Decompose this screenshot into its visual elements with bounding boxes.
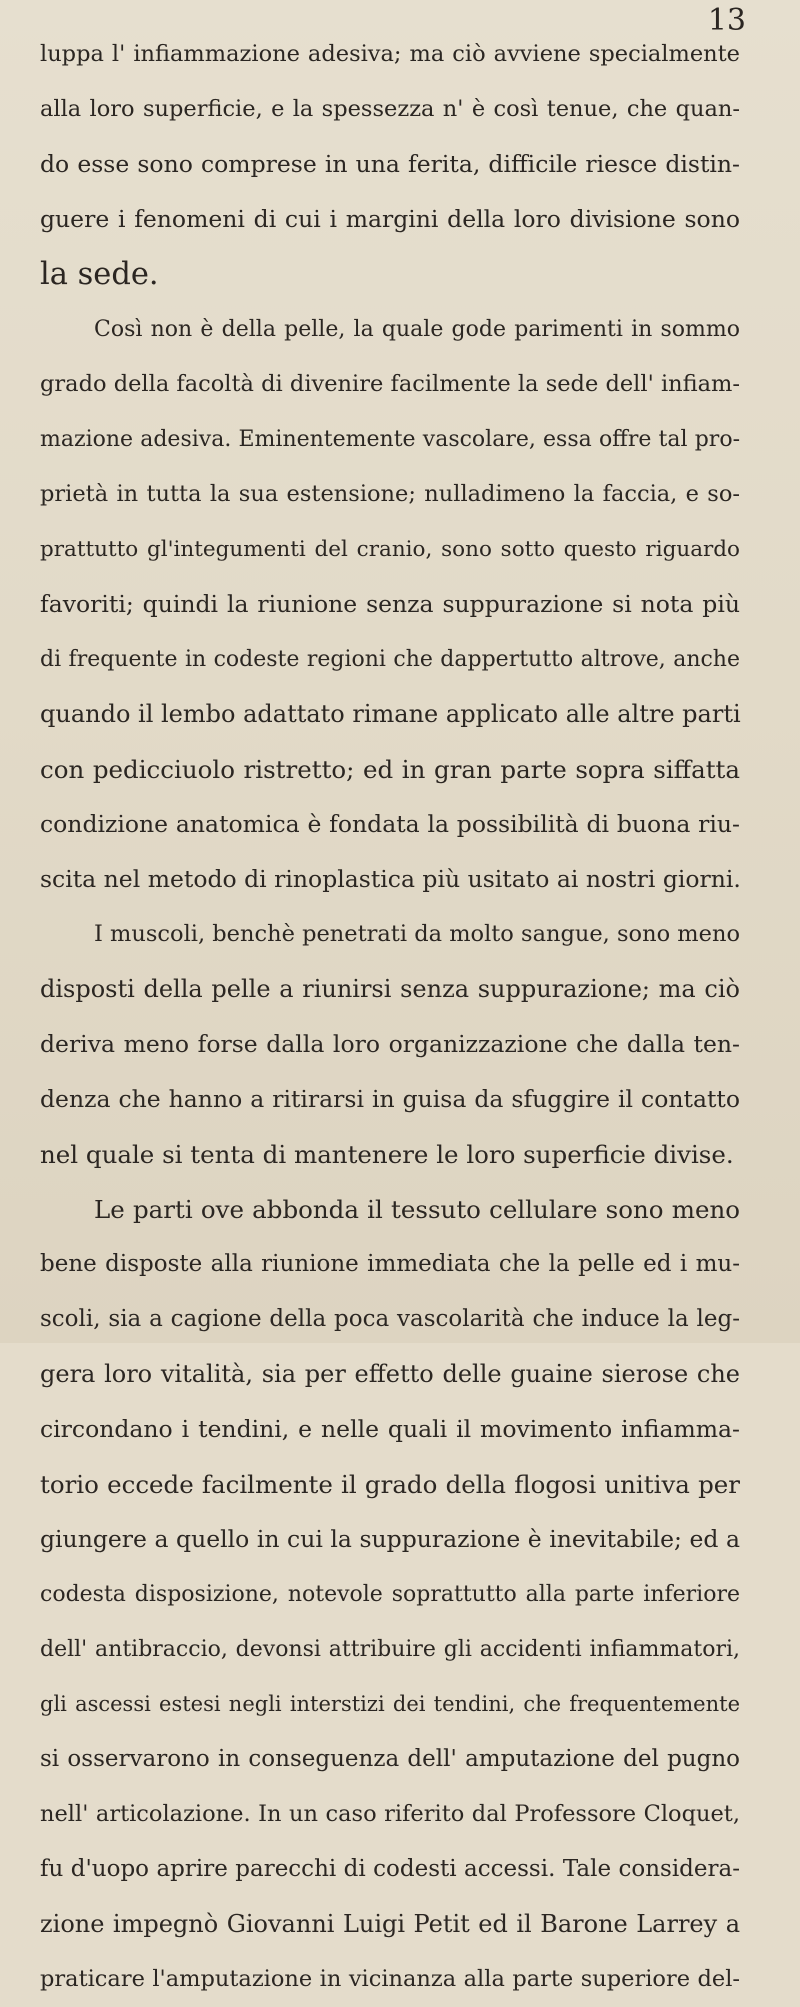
text-line: di frequente in codeste regioni che dappertutto altrove, anche [40, 647, 740, 672]
text-line: mazione adesiva. Eminentemente vascolare, essa offre tal pro- [40, 427, 740, 452]
text-line: giungere a quello in cui la suppurazione è inevitabile; ed a [40, 1525, 740, 1553]
text-line: disposti della pelle a riunirsi senza suppurazione; ma ciò [40, 975, 740, 1003]
text-line: do esse sono comprese in una ferita, difficile riesce distin- [40, 150, 740, 178]
text-line: nel quale si tenta di mantenere le loro superficie divise. [40, 1140, 734, 1169]
text-line: condizione anatomica è fondata la possibilità di buona riu- [40, 810, 740, 838]
text-line: Le parti ove abbonda il tessuto cellulare sono meno [94, 1195, 740, 1224]
text-line: Così non è della pelle, la quale gode parimenti in sommo [94, 317, 740, 342]
text-line: la sede. [40, 257, 159, 292]
text-line: luppa l' infiammazione adesiva; ma ciò avviene specialmente [40, 41, 740, 67]
text-line: guere i fenomeni di cui i margini della loro divisione sono [40, 205, 740, 233]
text-line: si osservarono in conseguenza dell' amputazione del pugno [40, 1746, 740, 1772]
text-line: nell' articolazione. In un caso riferito dal Professore Cloquet, [40, 1801, 740, 1827]
text-line: bene disposte alla riunione immediata che la pelle ed i mu- [40, 1251, 740, 1277]
text-line: scita nel metodo di rinoplastica più usitato ai nostri giorni. [40, 865, 741, 893]
text-line: praticare l'amputazione in vicinanza alla parte superiore del- [40, 1966, 740, 1992]
text-line: denza che hanno a ritirarsi in guisa da sfuggire il contatto [40, 1085, 740, 1113]
text-line: favoriti; quindi la riunione senza suppurazione si nota più [40, 590, 740, 618]
body-text [40, 27, 740, 2007]
text-line: fu d'uopo aprire parecchi di codesti accessi. Tale considera- [40, 1856, 740, 1882]
text-line: prattutto gl'integumenti del cranio, sono sotto questo riguardo [40, 537, 740, 562]
text-line: circondano i tendini, e nelle quali il movimento infiamma- [40, 1415, 740, 1443]
text-line: scoli, sia a cagione della poca vascolarità che induce la leg- [40, 1306, 740, 1332]
text-line: deriva meno forse dalla loro organizzazione che dalla ten- [40, 1030, 740, 1058]
text-line: I muscoli, benchè penetrati da molto sangue, sono meno [94, 921, 740, 947]
text-line: con pedicciuolo ristretto; ed in gran parte sopra siffatta [40, 755, 740, 784]
text-line: grado della facoltà di divenire facilmente la sede dell' infiam- [40, 371, 740, 397]
text-line: torio eccede facilmente il grado della flogosi unitiva per [40, 1470, 740, 1499]
text-line: alla loro superficie, e la spessezza n' è così tenue, che quan- [40, 96, 740, 122]
text-line: zione impegnò Giovanni Luigi Petit ed il Barone Larrey a [40, 1910, 740, 1938]
text-line: dell' antibraccio, devonsi attribuire gli accidenti infiammatori, [40, 1637, 740, 1662]
page-number: 13 [707, 3, 746, 38]
text-line: codesta disposizione, notevole soprattutto alla parte inferiore [40, 1582, 740, 1607]
text-line: quando il lembo adattato rimane applicato alle altre parti [40, 700, 741, 728]
text-line: gera loro vitalità, sia per effetto delle guaine sierose che [40, 1360, 740, 1388]
text-line: prietà in tutta la sua estensione; nulladimeno la faccia, e so- [40, 481, 740, 507]
text-line: gli ascessi estesi negli interstizi dei tendini, che frequentemente [40, 1692, 740, 1716]
